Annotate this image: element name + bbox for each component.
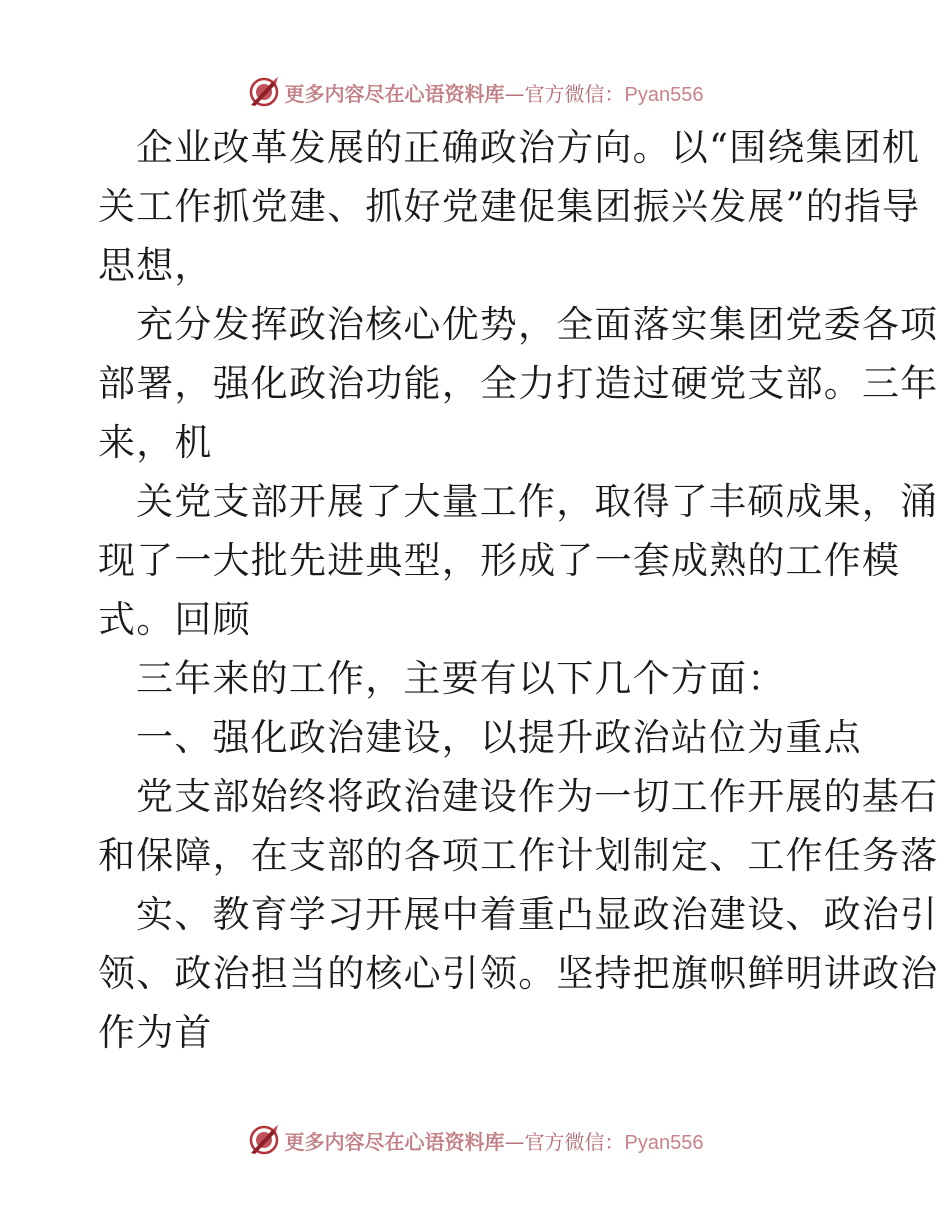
paragraph-line: 党支部始终将政治建设作为一切工作开展的基石 [136,775,939,818]
banner-wechat-id: Pyan556 [624,1131,704,1154]
banner-separator: — [504,1129,525,1154]
banner-wechat-id: Pyan556 [624,83,704,106]
paragraph-line: 实、教育学习开展中着重凸显政治建设、政治引 [136,893,939,936]
paragraph-line: 思想， [98,244,213,287]
document-body [98,118,939,1062]
paragraph-line: 关党支部开展了大量工作，取得了丰硕成果，涌 [136,480,939,523]
paragraph-line: 部署，强化政治功能，全力打造过硬党支部。三年 [98,362,939,405]
footer-banner [0,1120,950,1160]
banner-wechat-label: 官方微信： [524,81,625,106]
paragraph-line: 来，机 [98,421,213,464]
section-heading: 一、强化政治建设，以提升政治站位为重点 [136,716,862,759]
paragraph-line: 企业改革发展的正确政治方向。以“围绕集团机 [136,126,921,169]
banner-wechat-label: 官方微信： [524,1129,625,1154]
paragraph-line: 关工作抓党建、抓好党建促集团振兴发展”的指导 [98,185,921,228]
paragraph-line: 充分发挥政治核心优势，全面落实集团党委各项 [136,303,939,346]
paragraph-line: 作为首 [98,1011,213,1054]
paragraph-line: 领、政治担当的核心引领。坚持把旗帜鲜明讲政治 [98,952,939,995]
paragraph-line: 式。回顾 [98,598,251,641]
banner-title: 更多内容尽在心语资料库 [284,81,505,106]
paragraph-line: 三年来的工作，主要有以下几个方面： [136,657,786,700]
banner-separator: — [504,81,525,106]
quill-seal-icon [247,1123,281,1157]
header-banner [0,72,950,112]
paragraph-line: 现了一大批先进典型，形成了一套成熟的工作模 [98,539,901,582]
paragraph-line: 和保障，在支部的各项工作计划制定、工作任务落 [98,834,939,877]
quill-seal-icon [247,75,281,109]
banner-title: 更多内容尽在心语资料库 [284,1129,505,1154]
